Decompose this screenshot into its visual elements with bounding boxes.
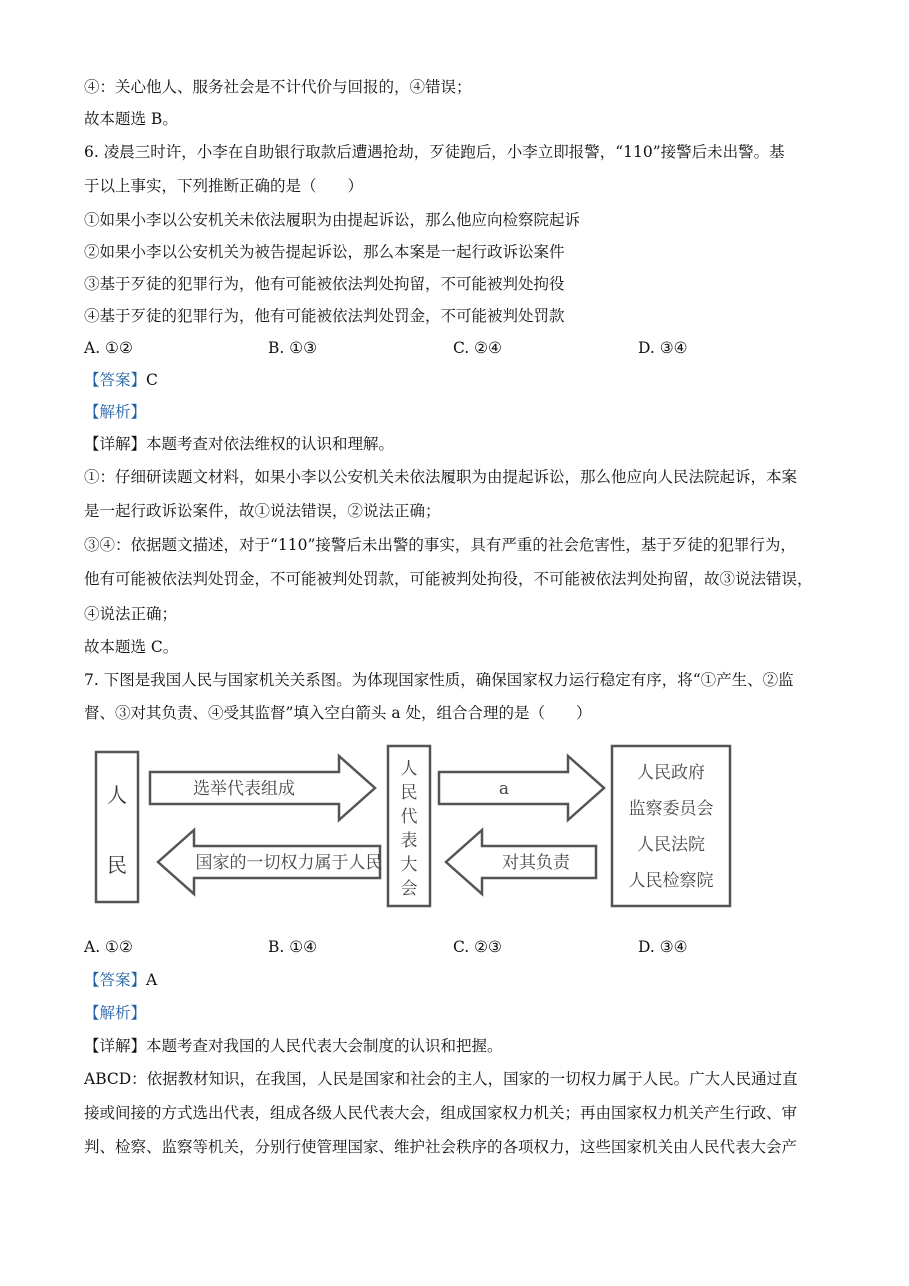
- question-7-detail: 判、检察、监察等机关，分别行使管理国家、维护社会秩序的各项权力，这些国家机关由人民代表大会产: [84, 1138, 798, 1156]
- question-6-analysis-label: 【解析】: [84, 403, 147, 421]
- organ-label: 人民政府: [637, 763, 705, 783]
- congress-char: 人: [400, 759, 418, 779]
- organ-label: 监察委员会: [628, 799, 714, 819]
- question-6-stem: 于以上事实，下列推断正确的是（ ）: [84, 177, 364, 195]
- congress-char: 表: [400, 831, 418, 851]
- answer-label: 【答案】: [84, 971, 147, 989]
- question-6-statement: ②如果小李以公安机关为被告提起诉讼，那么本案是一起行政诉讼案件: [84, 243, 565, 261]
- arrow-all-power-belongs-to-people-label: 国家的一切权力属于人民: [195, 853, 383, 873]
- question-7-detail: 接或间接的方式选出代表，组成各级人民代表大会，组成国家权力机关；再由国家权力机关产生行政、审: [84, 1104, 798, 1122]
- question-6-detail: 他有可能被依法判处罚金，不可能被判处罚款，可能被判处拘役，不可能被依法判处拘留，故③说法错误，: [84, 570, 813, 588]
- answer-label: 【答案】: [84, 371, 147, 389]
- question-6-detail: 【详解】本题考查对依法维权的认识和理解。: [84, 435, 395, 453]
- arrow-a-label: a: [498, 779, 510, 799]
- congress-char: 大: [400, 855, 418, 875]
- congress-char: 会: [400, 879, 418, 899]
- question-7-detail: ABCD：依据教材知识，在我国，人民是国家和社会的主人，国家的一切权力属于人民。广大人民通过直: [84, 1070, 798, 1088]
- question-7-detail: 【详解】本题考查对我国的人民代表大会制度的认识和把握。: [84, 1037, 503, 1055]
- question-7-stem: 7. 下图是我国人民与国家机关关系图。为体现国家性质，确保国家权力运行稳定有序，将“①产生、②监: [84, 671, 794, 689]
- question-7-stem: 督、③对其负责、④受其监督”填入空白箭头 a 处，组合合理的是（ ）: [84, 704, 592, 722]
- people-char: 民: [107, 853, 127, 877]
- people-state-organs-diagram: [84, 732, 824, 918]
- question-6-option-a: A. ①②: [84, 339, 133, 357]
- question-7-option-b: B. ①④: [268, 938, 318, 956]
- question-7-option-c: C. ②③: [453, 938, 502, 956]
- question-6-option-c: C. ②④: [453, 339, 502, 357]
- question-7-analysis-label: 【解析】: [84, 1004, 147, 1022]
- question-6-answer: [84, 369, 158, 391]
- question-7-option-a: A. ①②: [84, 938, 133, 956]
- question-6-statement: ①如果小李以公安机关未依法履职为由提起诉讼，那么他应向检察院起诉: [84, 211, 581, 229]
- people-box: [96, 752, 138, 902]
- arrow-responsible-to-it-label: 对其负责: [502, 853, 570, 873]
- question-6-option-b: B. ①③: [268, 339, 318, 357]
- question-6-detail: ④说法正确；: [84, 605, 178, 623]
- answer-value: C: [146, 371, 158, 389]
- question-6-stem: 6. 凌晨三时许，小李在自助银行取款后遭遇抢劫，歹徒跑后，小李立即报警，“110”接警后未出警。基: [84, 143, 785, 161]
- question-7-option-d: D. ③④: [638, 938, 688, 956]
- text-line: 故本题选 B。: [84, 110, 178, 128]
- text-line: ④：关心他人、服务社会是不计代价与回报的，④错误；: [84, 78, 472, 96]
- arrow-elect-representatives-label: 选举代表组成: [193, 779, 295, 799]
- organ-label: 人民检察院: [628, 871, 714, 891]
- question-6-statement: ③基于歹徒的犯罪行为，他有可能被依法判处拘留，不可能被判处拘役: [84, 275, 565, 293]
- question-6-option-d: D. ③④: [638, 339, 688, 357]
- question-6-detail: ③④：依据题文描述，对于“110”接警后未出警的事实，具有严重的社会危害性，基于歹徒的犯罪行为，: [84, 536, 796, 554]
- question-6-statement: ④基于歹徒的犯罪行为，他有可能被依法判处罚金，不可能被判处罚款: [84, 307, 565, 325]
- congress-char: 代: [400, 807, 418, 827]
- answer-value: A: [146, 971, 158, 989]
- question-6-detail: 故本题选 C。: [84, 638, 179, 656]
- question-6-detail: ①：仔细研读题文材料，如果小李以公安机关未依法履职为由提起诉讼，那么他应向人民法院起诉，本案: [84, 468, 798, 486]
- organ-label: 人民法院: [637, 835, 705, 855]
- congress-char: 民: [400, 783, 418, 803]
- arrow-a-blank: [439, 756, 604, 820]
- people-char: 人: [107, 783, 127, 807]
- question-6-detail: 是一起行政诉讼案件，故①说法错误，②说法正确；: [84, 502, 441, 520]
- question-7-answer: [84, 969, 157, 991]
